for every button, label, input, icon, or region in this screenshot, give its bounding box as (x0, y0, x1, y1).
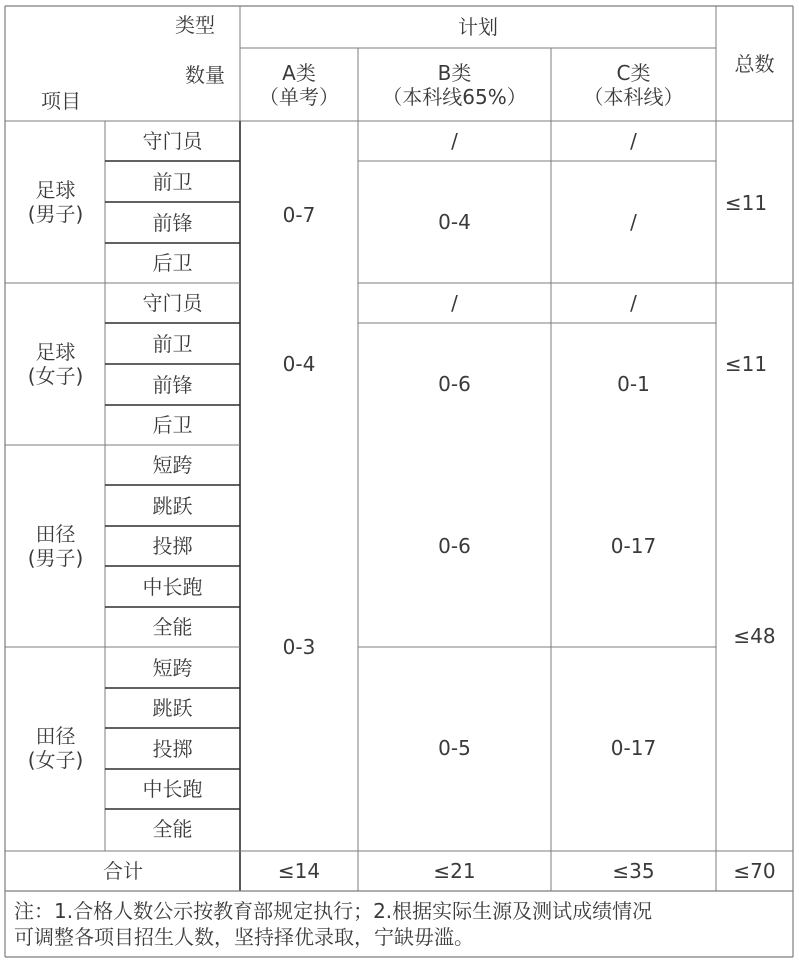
position-cell: 短跨 (152, 453, 193, 477)
group-athletics-women (6, 647, 105, 849)
group-athletics-women-gender: (女子) (27, 748, 84, 772)
group-football-women-name: 足球 (35, 340, 76, 364)
position-cell: 全能 (152, 817, 193, 841)
position-cell: 全能 (152, 615, 193, 639)
value-b-football-women: 0-6 (438, 372, 471, 396)
sum-c: ≤35 (612, 859, 655, 883)
value-b-football-men-goalkeeper: / (451, 129, 458, 153)
value-a-football-women: 0-4 (282, 352, 316, 376)
value-c-football-women: 0-1 (617, 372, 650, 396)
class-c-subtitle: （本科线） (583, 84, 684, 109)
sum-a: ≤14 (277, 859, 321, 883)
value-c-football-men-goalkeeper: / (630, 129, 637, 153)
value-total-football-women: ≤11 (724, 352, 768, 376)
class-c-title: C类 (616, 60, 651, 85)
group-football-men-name: 足球 (35, 178, 76, 202)
class-b-subtitle: （本科线65%） (382, 84, 527, 109)
group-athletics-women-name: 田径 (35, 724, 76, 748)
group-football-men-gender: (男子) (27, 202, 84, 226)
group-athletics-men-name: 田径 (35, 522, 76, 546)
position-cell: 投掷 (152, 736, 193, 761)
header-total-label: 总数 (734, 51, 775, 76)
value-a-football-men: 0-7 (282, 203, 316, 227)
header-quantity-label: 数量 (185, 63, 225, 87)
class-b-title: B类 (437, 60, 472, 85)
footnote-line-2: 可调整各项目招生人数，坚持择优录取，宁缺毋滥。 (14, 925, 474, 949)
position-cell: 前锋 (152, 210, 193, 235)
sum-b: ≤21 (433, 859, 476, 883)
position-cell: 投掷 (152, 534, 193, 558)
header-project-label: 项目 (41, 89, 81, 113)
position-cell: 跳跃 (152, 493, 193, 518)
position-cell: 前卫 (152, 331, 193, 356)
header-class-c (551, 48, 716, 121)
value-c-football-men: / (630, 210, 637, 234)
value-b-football-women-goalkeeper: / (451, 291, 458, 315)
class-a-subtitle: （单考） (259, 84, 339, 109)
position-cell: 守门员 (142, 129, 203, 153)
footnote-line-1: 注：1.合格人数公示按教育部规定执行；2.根据实际生源及测试成绩情况 (14, 899, 653, 923)
position-cell: 前锋 (152, 372, 193, 397)
value-c-athletics-men: 0-17 (610, 534, 657, 558)
value-b-football-men: 0-4 (438, 210, 471, 234)
header-class-b (358, 48, 551, 121)
position-cell: 短跨 (152, 655, 193, 680)
value-a-athletics: 0-3 (282, 635, 316, 659)
position-cell: 跳跃 (152, 696, 193, 720)
class-a-title: A类 (282, 60, 316, 85)
group-football-women (6, 283, 105, 445)
value-b-athletics-men: 0-6 (438, 534, 471, 558)
position-cell: 守门员 (142, 291, 203, 315)
position-cell: 前卫 (152, 169, 193, 194)
header-type-label: 类型 (175, 13, 215, 37)
value-total-athletics: ≤48 (733, 624, 776, 648)
sum-label: 合计 (103, 859, 143, 883)
group-athletics-men (6, 445, 105, 647)
header-plan-label: 计划 (458, 15, 498, 39)
header-class-a (240, 48, 358, 121)
group-athletics-men-gender: (男子) (27, 546, 84, 570)
position-cell: 后卫 (152, 413, 193, 437)
group-football-men (6, 121, 105, 283)
value-c-football-women-goalkeeper: / (630, 291, 637, 315)
sum-total: ≤70 (733, 859, 776, 883)
value-b-athletics-women: 0-5 (438, 736, 471, 760)
group-football-women-gender: (女子) (27, 364, 84, 388)
footnote (14, 898, 784, 950)
position-cell: 中长跑 (142, 574, 203, 599)
position-cell: 后卫 (152, 251, 193, 275)
position-cell: 中长跑 (142, 777, 203, 801)
value-c-athletics-women: 0-17 (610, 736, 657, 760)
value-total-football-men: ≤11 (724, 190, 768, 215)
